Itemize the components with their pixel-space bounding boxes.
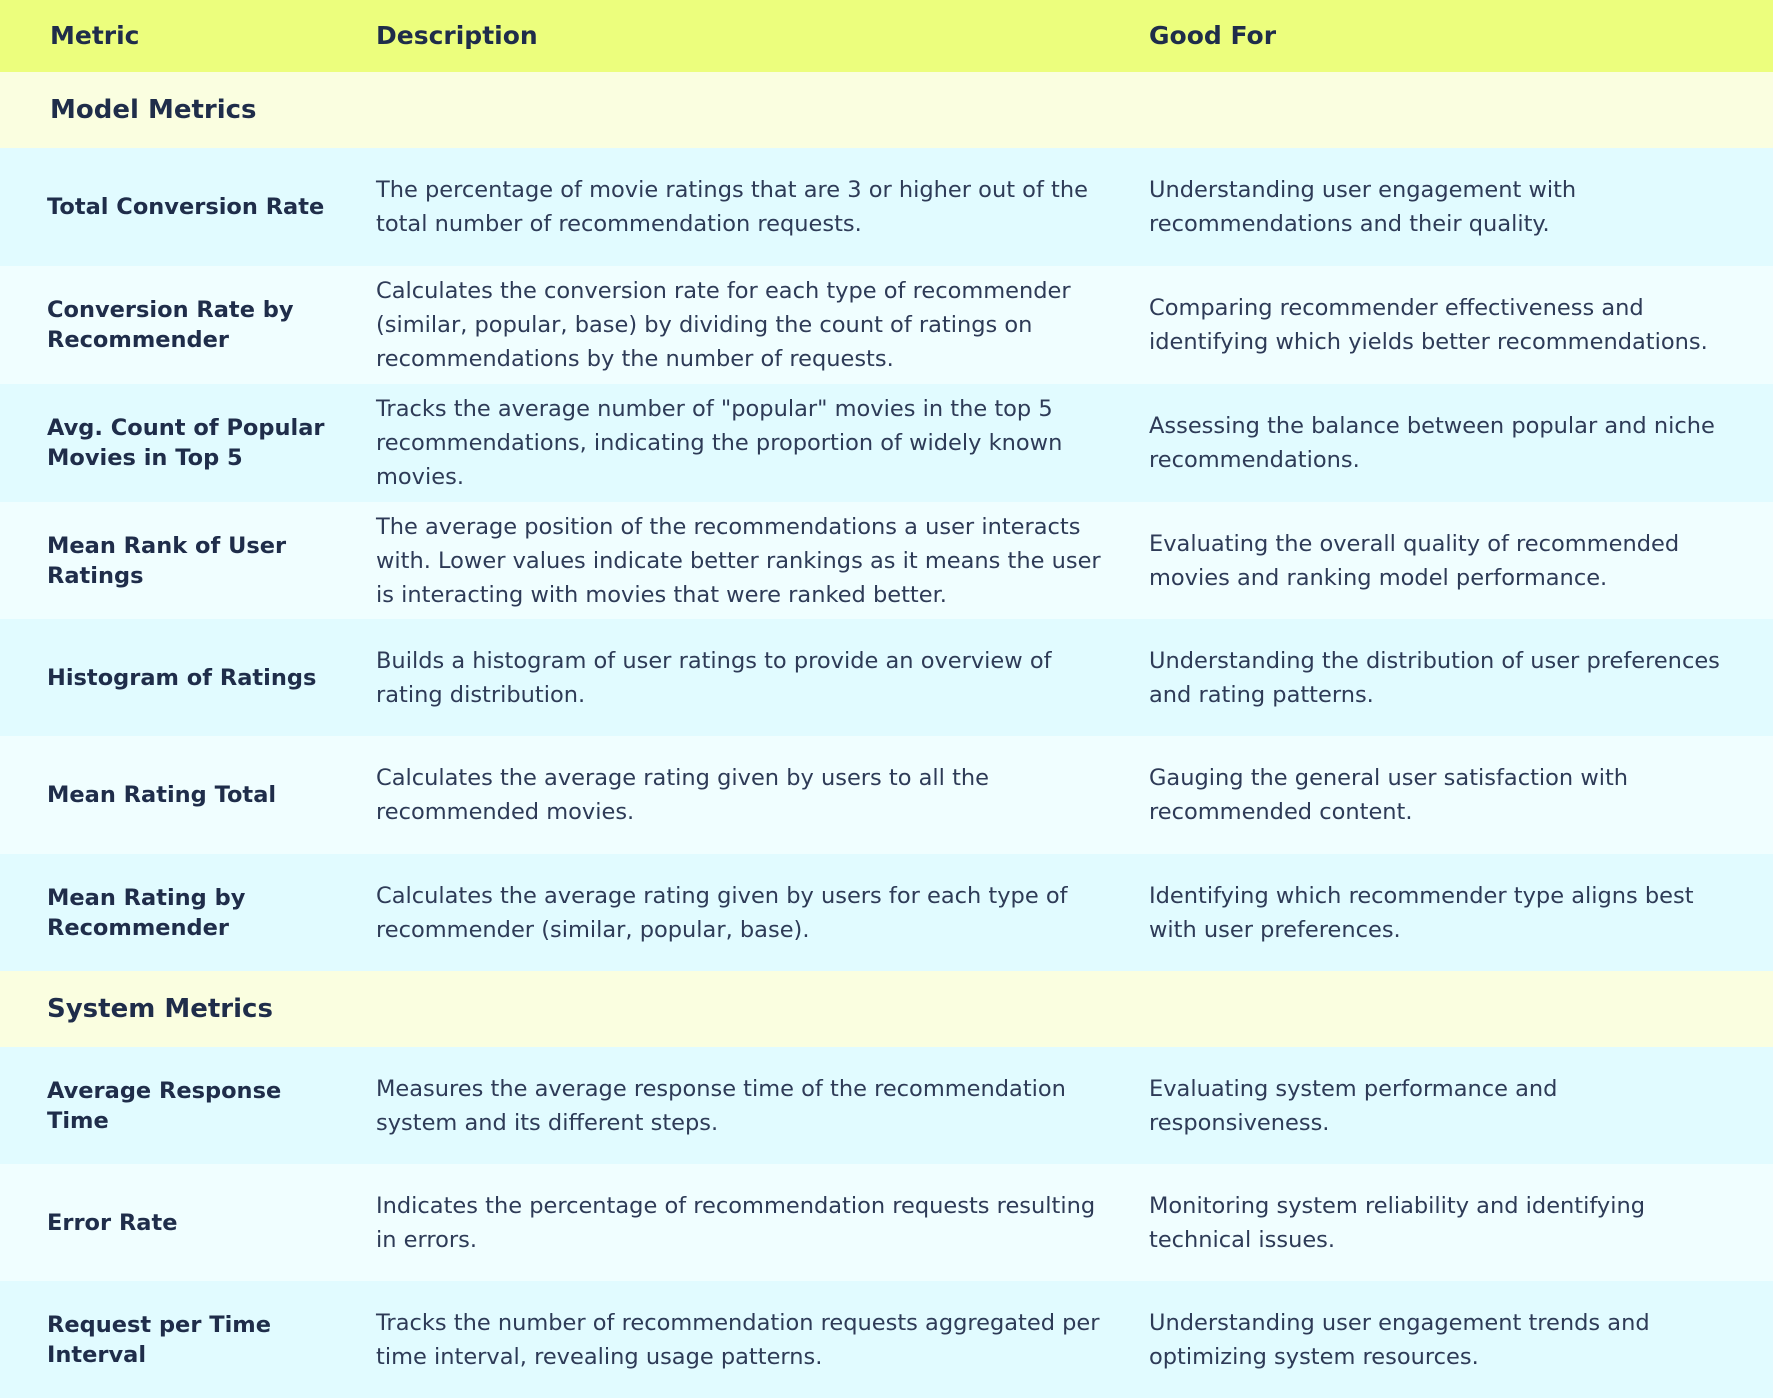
table-row [0, 148, 1773, 266]
metric-good-for: Identifying which recommender type aligns best with user preferences. [1149, 882, 1694, 943]
metric-name: Error Rate [47, 1209, 178, 1236]
metric-description: Builds a histogram of user ratings to provide an overview of rating distribution. [376, 647, 1052, 708]
metric-description: Tracks the number of recommendation requests aggregated per time interval, revealing usage patterns. [376, 1309, 1100, 1370]
metric-good-for: Understanding user engagement trends and optimizing system resources. [1149, 1309, 1650, 1370]
table-row [0, 854, 1773, 971]
section-header-system [0, 971, 1773, 1047]
section-body-model [0, 148, 1773, 971]
metric-good-for: Gauging the general user satisfaction with recommended content. [1149, 765, 1629, 825]
table-row [0, 736, 1773, 854]
metric-name: Total Conversion Rate [47, 194, 325, 220]
metric-name: Conversion Rate by Recommender [47, 297, 294, 353]
table-row [0, 1164, 1773, 1281]
metric-name: Average Response Time [47, 1077, 282, 1134]
metric-good-for: Understanding the distribution of user preferences and rating patterns. [1149, 647, 1720, 708]
metric-name: Mean Rank of User Ratings [47, 532, 287, 589]
metric-good-for: Monitoring system reliability and identifying technical issues. [1149, 1192, 1646, 1253]
section-header-model [0, 72, 1773, 148]
section-body-system [0, 1047, 1773, 1398]
metric-good-for: Assessing the balance between popular and niche recommendations. [1149, 413, 1715, 473]
metric-name: Avg. Count of Popular Movies in Top 5 [47, 415, 325, 471]
table-row [0, 619, 1773, 736]
table-row [0, 1281, 1773, 1398]
header-good-for: Good For [1149, 21, 1277, 50]
table-row [0, 1047, 1773, 1164]
metric-name: Request per Time Interval [47, 1311, 272, 1368]
metric-description: Calculates the conversion rate for each type of recommender (similar, popular, base) by dividing the count of ratings on recommendations by the number of requests. [376, 278, 1071, 372]
table-row [0, 384, 1773, 502]
metric-good-for: Evaluating the overall quality of recommended movies and ranking model performance. [1149, 530, 1680, 591]
header-metric: Metric [50, 21, 140, 50]
table-row [0, 266, 1773, 384]
section-title: Model Metrics [50, 95, 257, 125]
metric-name: Mean Rating by Recommender [47, 884, 246, 941]
metric-description: Calculates the average rating given by users to all the recommended movies. [376, 765, 990, 825]
section-title: System Metrics [47, 994, 273, 1024]
metric-good-for: Comparing recommender effectiveness and identifying which yields better recommendations. [1149, 295, 1708, 355]
metric-description: The percentage of movie ratings that are 3 or higher out of the total number of recommendation requests. [376, 177, 1088, 237]
metric-description: Tracks the average number of "popular" movies in the top 5 recommendations, indicating the proportion of widely known movies. [376, 396, 1063, 490]
metric-name: Mean Rating Total [47, 782, 277, 808]
metric-description: Indicates the percentage of recommendation requests resulting in errors. [376, 1192, 1096, 1253]
metric-name: Histogram of Ratings [47, 664, 317, 691]
metric-good-for: Evaluating system performance and responsiveness. [1149, 1075, 1558, 1136]
table-row [0, 502, 1773, 619]
metric-good-for: Understanding user engagement with recommendations and their quality. [1149, 177, 1577, 237]
header-description: Description [376, 21, 538, 50]
metric-description: Measures the average response time of the recommendation system and its different steps. [376, 1075, 1066, 1136]
metric-description: The average position of the recommendations a user interacts with. Lower values indicate better rankings as it means the user is interacting with movies that were ranked better. [376, 513, 1101, 608]
table-header [0, 0, 1773, 72]
metric-description: Calculates the average rating given by users for each type of recommender (similar, popular, base). [376, 882, 1068, 943]
